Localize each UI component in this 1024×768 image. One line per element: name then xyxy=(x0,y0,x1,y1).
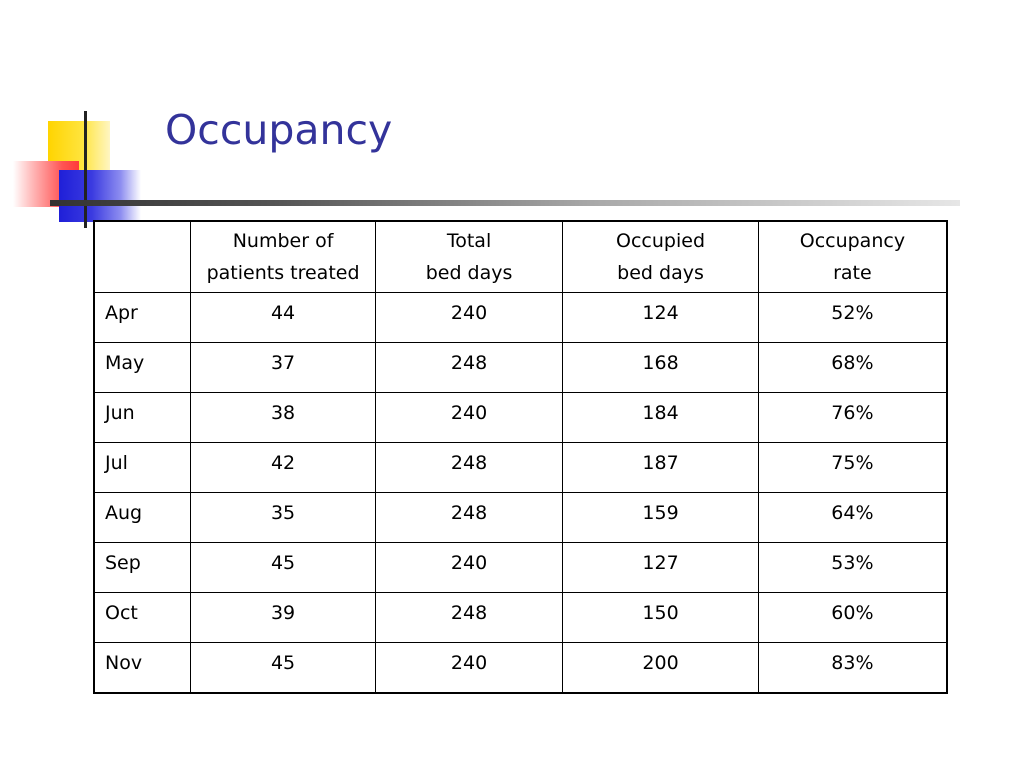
header-patients-treated: Number of patients treated xyxy=(191,221,376,293)
cell-month: Apr xyxy=(94,293,191,343)
cell-total-bed-days: 240 xyxy=(375,543,562,593)
cell-month: Aug xyxy=(94,493,191,543)
table-row xyxy=(94,543,947,593)
table-row xyxy=(94,393,947,443)
cell-occupancy-rate: 83% xyxy=(758,643,947,693)
cell-occupied-bed-days: 168 xyxy=(563,343,759,393)
cell-patients-treated: 35 xyxy=(191,493,376,543)
cell-occupied-bed-days: 184 xyxy=(563,393,759,443)
cell-month: Nov xyxy=(94,643,191,693)
cell-total-bed-days: 248 xyxy=(375,593,562,643)
cell-total-bed-days: 248 xyxy=(375,343,562,393)
decor-blue-square xyxy=(59,170,141,222)
cell-occupied-bed-days: 187 xyxy=(563,443,759,493)
cell-occupancy-rate: 64% xyxy=(758,493,947,543)
header-occupancy-rate: Occupancy rate xyxy=(758,221,947,293)
title-underline xyxy=(50,200,960,206)
header-month xyxy=(94,221,191,293)
cell-occupied-bed-days: 124 xyxy=(563,293,759,343)
cell-occupancy-rate: 68% xyxy=(758,343,947,393)
table-row xyxy=(94,493,947,543)
table-header-row xyxy=(94,221,947,293)
cell-total-bed-days: 248 xyxy=(375,493,562,543)
cell-patients-treated: 45 xyxy=(191,643,376,693)
cell-occupancy-rate: 75% xyxy=(758,443,947,493)
cell-month: May xyxy=(94,343,191,393)
cell-occupied-bed-days: 159 xyxy=(563,493,759,543)
slide-title: Occupancy xyxy=(165,106,393,154)
cell-patients-treated: 39 xyxy=(191,593,376,643)
cell-patients-treated: 38 xyxy=(191,393,376,443)
table-row xyxy=(94,293,947,343)
occupancy-table xyxy=(93,220,948,694)
cell-patients-treated: 45 xyxy=(191,543,376,593)
table-row xyxy=(94,643,947,693)
cell-occupied-bed-days: 127 xyxy=(563,543,759,593)
cell-total-bed-days: 240 xyxy=(375,393,562,443)
cell-patients-treated: 37 xyxy=(191,343,376,393)
decor-vertical-line xyxy=(84,111,87,228)
cell-month: Sep xyxy=(94,543,191,593)
table-row xyxy=(94,593,947,643)
cell-occupied-bed-days: 200 xyxy=(563,643,759,693)
table-row xyxy=(94,443,947,493)
cell-patients-treated: 44 xyxy=(191,293,376,343)
cell-total-bed-days: 240 xyxy=(375,643,562,693)
cell-occupancy-rate: 53% xyxy=(758,543,947,593)
cell-total-bed-days: 240 xyxy=(375,293,562,343)
cell-month: Oct xyxy=(94,593,191,643)
table-row xyxy=(94,343,947,393)
cell-occupancy-rate: 60% xyxy=(758,593,947,643)
cell-total-bed-days: 248 xyxy=(375,443,562,493)
cell-occupied-bed-days: 150 xyxy=(563,593,759,643)
cell-month: Jul xyxy=(94,443,191,493)
cell-occupancy-rate: 76% xyxy=(758,393,947,443)
header-total-bed-days: Total bed days xyxy=(375,221,562,293)
cell-patients-treated: 42 xyxy=(191,443,376,493)
header-occupied-bed-days: Occupied bed days xyxy=(563,221,759,293)
cell-month: Jun xyxy=(94,393,191,443)
cell-occupancy-rate: 52% xyxy=(758,293,947,343)
